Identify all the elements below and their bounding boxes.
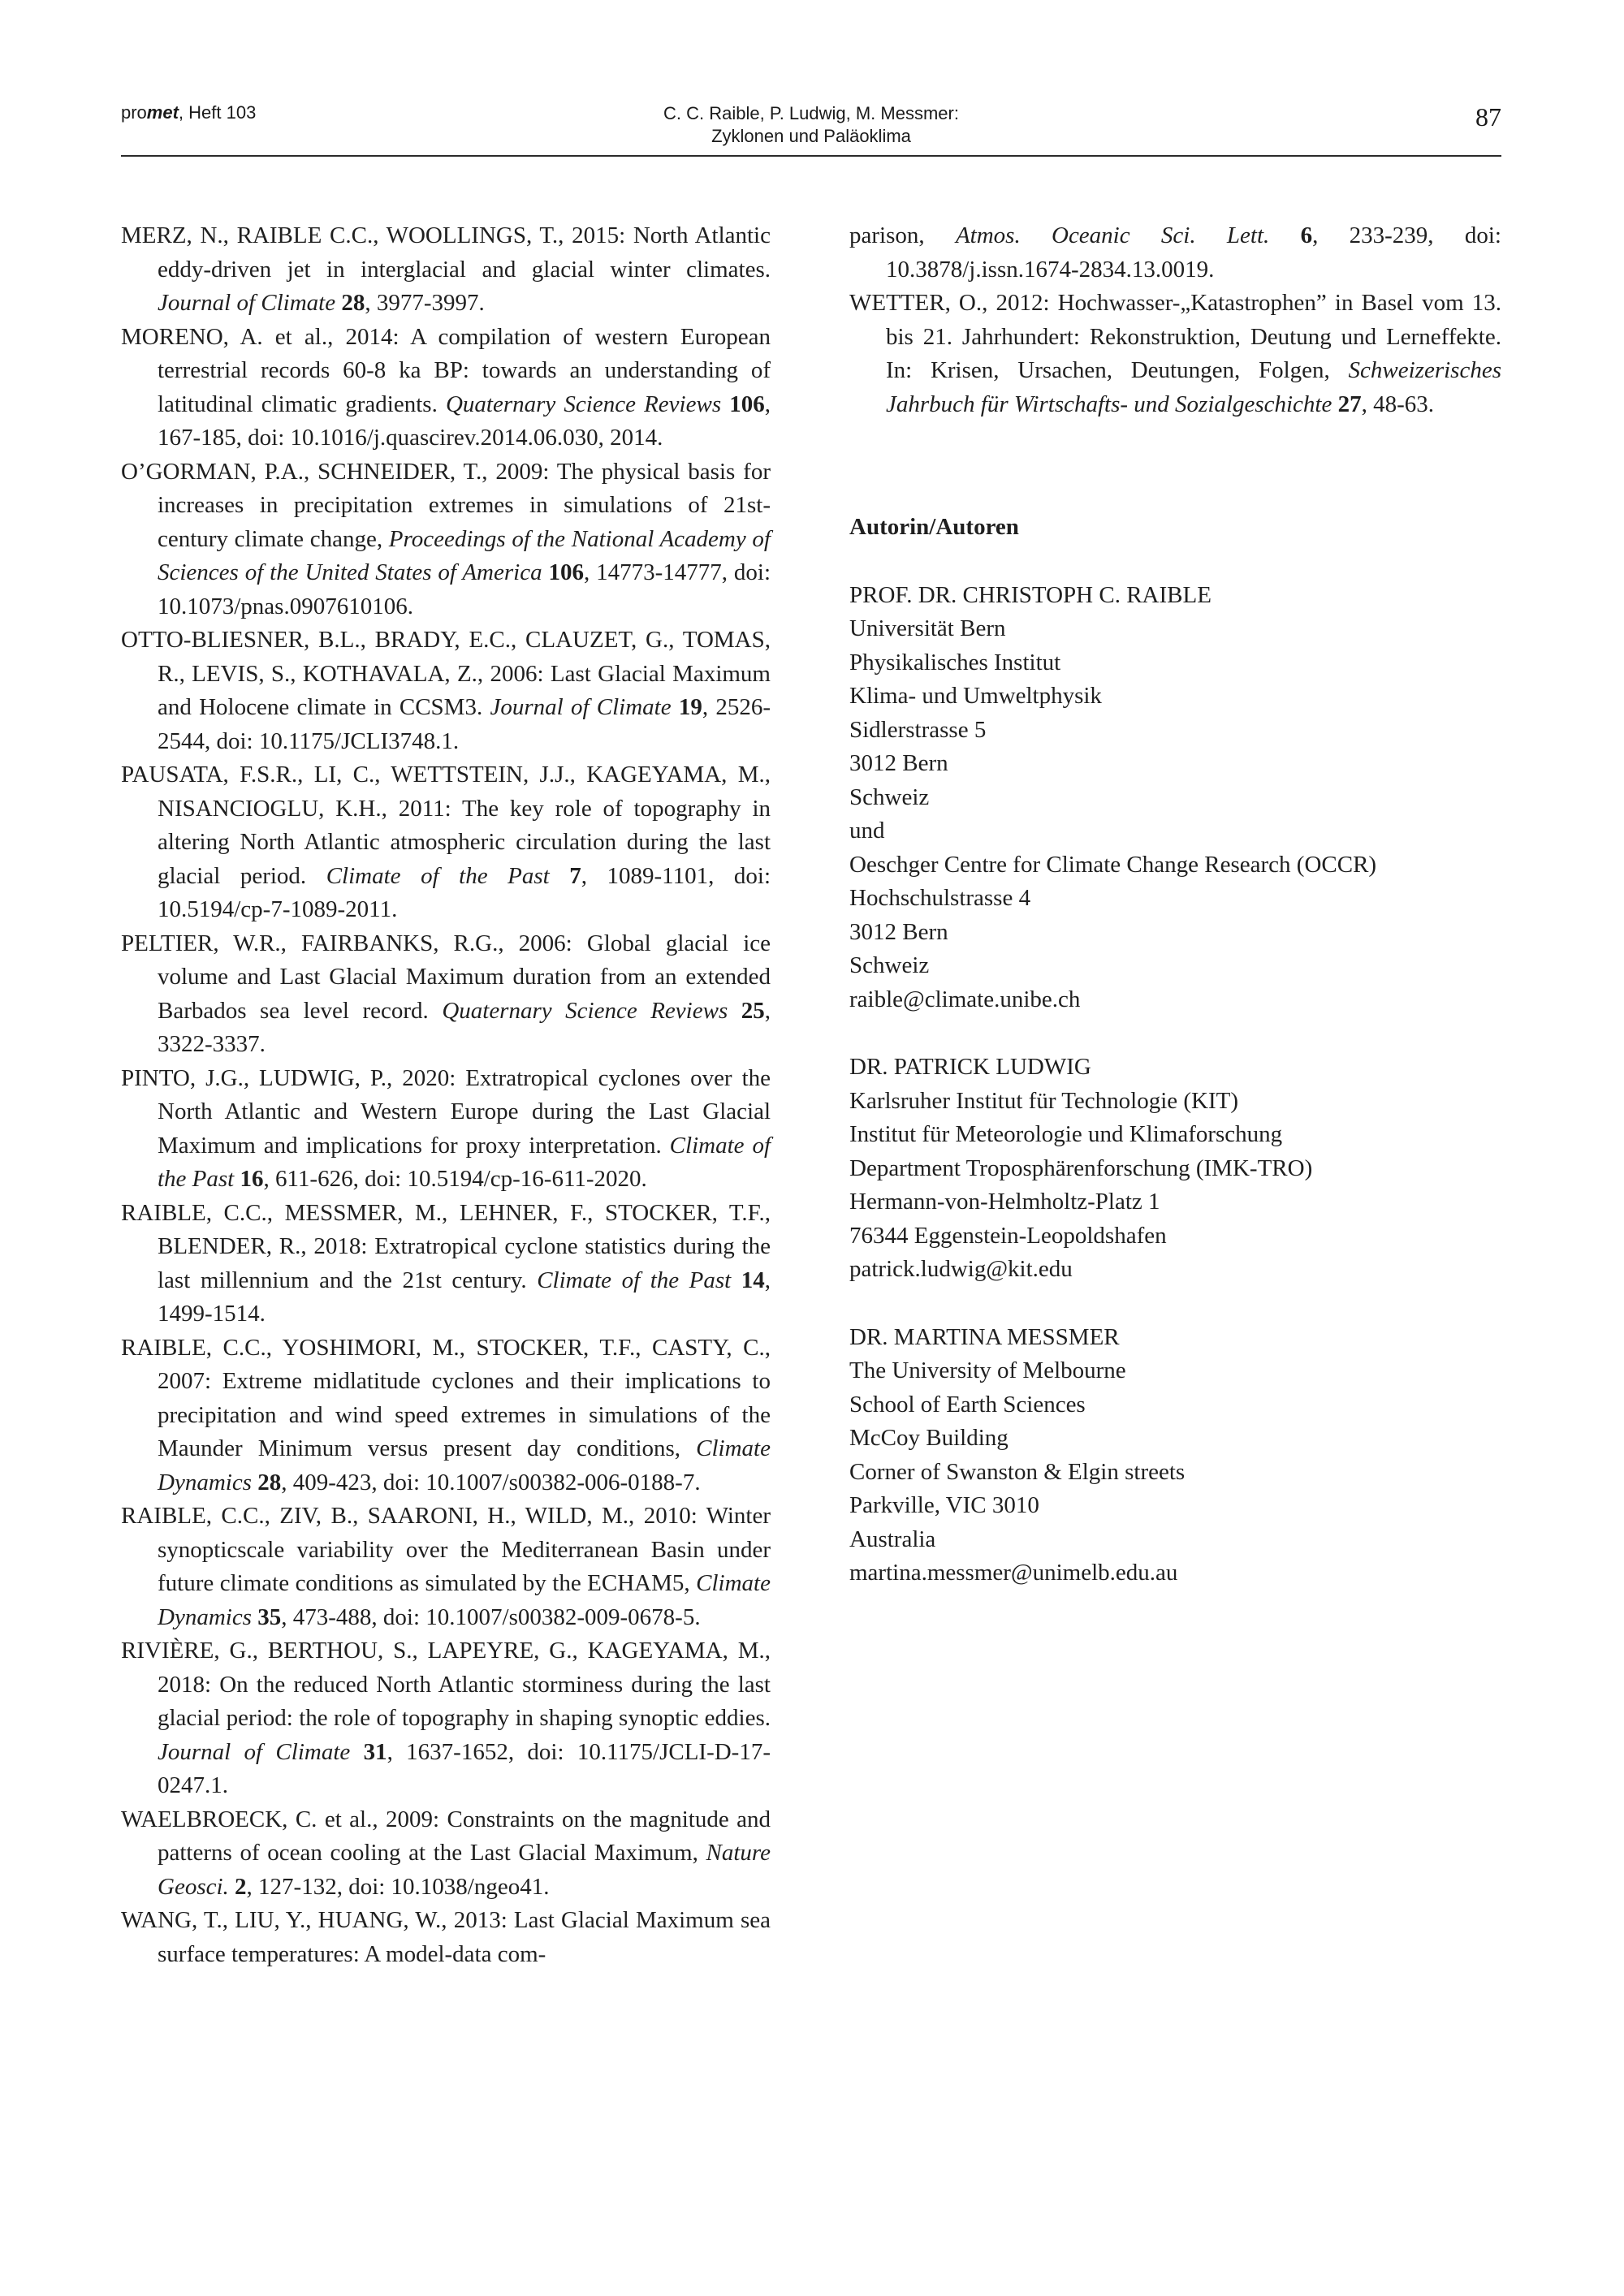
left-column (121, 219, 771, 1971)
reference-entry: RIVIÈRE, G., BERTHOU, S., LAPEYRE, G., KAGEYAMA, M., 2018: On the reduced North Atlantic storminess during the last glacial period: the role of topography in shaping synoptic eddies. Journal of Climate 31, 1637-1652, doi: 10.1175/JCLI-D-17-0247.1. (121, 1638, 771, 1798)
reference-entry: PINTO, J.G., LUDWIG, P., 2020: Extratropical cyclones over the North Atlantic and Western Europe during the Last Glacial Maximum and implications for proxy interpretation. Climate of the Past 16, 611-626, doi: 10.5194/cp-16-611-2020. (121, 1064, 771, 1192)
author-address-line: Schweiz (849, 952, 930, 978)
reference-entry: WAELBROECK, C. et al., 2009: Constraints on the magnitude and patterns of ocean cooling at the Last Glacial Maximum, Nature Geosci. 2, 127-132, doi: 10.1038/ngeo41. (121, 1806, 771, 1900)
author-address-line: Institut für Meteorologie und Klimaforschung (849, 1121, 1283, 1147)
author-address-line: Parkville, VIC 3010 (849, 1492, 1039, 1518)
reference-entry: parison, Atmos. Oceanic Sci. Lett. 6, 233-239, doi: 10.3878/j.issn.1674-2834.13.0019. (849, 222, 1501, 283)
author-address-line: Oeschger Centre for Climate Change Research (OCCR) (849, 851, 1377, 878)
author-address-line: 3012 Bern (849, 750, 948, 776)
author-address-line: School of Earth Sciences (849, 1391, 1086, 1418)
author-address-line: Australia (849, 1526, 936, 1552)
reference-entry: MORENO, A. et al., 2014: A compilation of western European terrestrial records 60-8 ka BP: towards an understanding of latitudinal climatic gradients. Quaternary Science Reviews 106, 167-185, doi: 10.1016/j.quascirev.2014.06.030, 2014. (121, 323, 771, 451)
author-address-line: Physikalisches Institut (849, 649, 1061, 675)
reference-entry: PELTIER, W.R., FAIRBANKS, R.G., 2006: Global glacial ice volume and Last Glacial Maximum duration from an extended Barbados sea level record. Quaternary Science Reviews 25, 3322-3337. (121, 930, 771, 1057)
right-reference-list (849, 219, 1501, 421)
reference-entry: OTTO-BLIESNER, B.L., BRADY, E.C., CLAUZET, G., TOMAS, R., LEVIS, S., KOTHAVALA, Z., 2006: Last Glacial Maximum and Holocene climate in CCSM3. Journal of Climate 19, 2526-2544, doi: 10.1175/JCLI3748.1. (121, 627, 771, 754)
author-address-block (849, 1051, 1501, 1287)
author-name: PROF. DR. CHRISTOPH C. RAIBLE (849, 581, 1212, 608)
author-address-line: Hermann-von-Helmholtz-Platz 1 (849, 1189, 1160, 1215)
author-address-line: und (849, 818, 885, 844)
header-rule (121, 155, 1501, 157)
author-address-line: Karlsruher Institut für Technologie (KIT) (849, 1087, 1239, 1114)
running-title-topic: Zyklonen und Paläoklima (711, 126, 911, 146)
journal-name: promet, Heft 103 (121, 102, 257, 123)
author-address-line: 76344 Eggenstein-Leopoldshafen (849, 1222, 1167, 1249)
reference-entry: RAIBLE, C.C., ZIV, B., SAARONI, H., WILD, M., 2010: Winter synopticscale variability over the Mediterranean Basin under future climate conditions as simulated by the ECHAM5, Climate Dynamics 35, 473-488, doi: 10.1007/s00382-009-0678-5. (121, 1503, 771, 1630)
page-number: 87 (1475, 102, 1501, 132)
author-address-line: Schweiz (849, 783, 930, 810)
page-header (121, 102, 1501, 156)
reference-entry: WANG, T., LIU, Y., HUANG, W., 2013: Last Glacial Maximum sea surface temperatures: A model-data com- (121, 1907, 771, 1967)
reference-entry: O’GORMAN, P.A., SCHNEIDER, T., 2009: The physical basis for increases in precipitation extremes in simulations of 21st-century climate change, Proceedings of the National Academy of Sciences of the United States of America 106, 14773-14777, doi: 10.1073/pnas.0907610106. (121, 458, 771, 619)
reference-entry: PAUSATA, F.S.R., LI, C., WETTSTEIN, J.J., KAGEYAMA, M., NISANCIOGLU, K.H., 2011: The key role of topography in altering North Atlantic atmospheric circulation during the last glacial period. Climate of the Past 7, 1089-1101, doi: 10.5194/cp-7-1089-2011. (121, 762, 771, 922)
author-address-line: The University of Melbourne (849, 1357, 1126, 1383)
author-email[interactable]: raible@climate.unibe.ch (849, 986, 1081, 1012)
reference-entry: MERZ, N., RAIBLE C.C., WOOLLINGS, T., 2015: North Atlantic eddy-driven jet in interglacial and glacial winter climates. Journal of Climate 28, 3977-3997. (121, 222, 771, 316)
author-email[interactable]: patrick.ludwig@kit.edu (849, 1256, 1073, 1282)
author-address-line: Department Troposphärenforschung (IMK-TRO) (849, 1154, 1313, 1181)
author-address-line: Corner of Swanston & Elgin streets (849, 1458, 1186, 1485)
author-address-block (849, 579, 1501, 1017)
authors-heading: Autorin/Autoren (849, 514, 1019, 540)
running-title (121, 102, 1501, 148)
author-address-line: McCoy Building (849, 1425, 1009, 1451)
right-column (849, 219, 1501, 1625)
author-address-line: Klima- und Umweltphysik (849, 683, 1102, 709)
author-name: DR. PATRICK LUDWIG (849, 1054, 1091, 1080)
authors-list (849, 579, 1501, 1590)
reference-entry: RAIBLE, C.C., YOSHIMORI, M., STOCKER, T.F., CASTY, C., 2007: Extreme midlatitude cyclones and their implications to precipitation and wind speed extremes in simulations of the Maunder Minimum versus present day conditions, Climate Dynamics 28, 409-423, doi: 10.1007/s00382-006-0188-7. (121, 1334, 771, 1495)
author-address-line: 3012 Bern (849, 918, 948, 945)
author-address-line: Universität Bern (849, 615, 1006, 641)
author-address-line: Sidlerstrasse 5 (849, 716, 987, 743)
reference-entry: RAIBLE, C.C., MESSMER, M., LEHNER, F., STOCKER, T.F., BLENDER, R., 2018: Extratropical cyclone statistics during the last millennium and the 21st century. Climate of the Past 14, 1499-1514. (121, 1199, 771, 1327)
author-address-block (849, 1321, 1501, 1590)
author-email[interactable]: martina.messmer@unimelb.edu.au (849, 1560, 1178, 1586)
running-title-authors: C. C. Raible, P. Ludwig, M. Messmer: (663, 103, 959, 123)
author-name: DR. MARTINA MESSMER (849, 1323, 1120, 1350)
author-address-line: Hochschulstrasse 4 (849, 885, 1031, 911)
reference-entry: WETTER, O., 2012: Hochwasser-„Katastrophen” in Basel vom 13. bis 21. Jahrhundert: Rekonstruktion, Deutung und Lerneffekte. In: Krisen, Ursachen, Deutungen, Folgen, Schweizerisches Jahrbuch für Wirtschafts- und Sozialgeschichte 27, 48-63. (849, 290, 1501, 417)
